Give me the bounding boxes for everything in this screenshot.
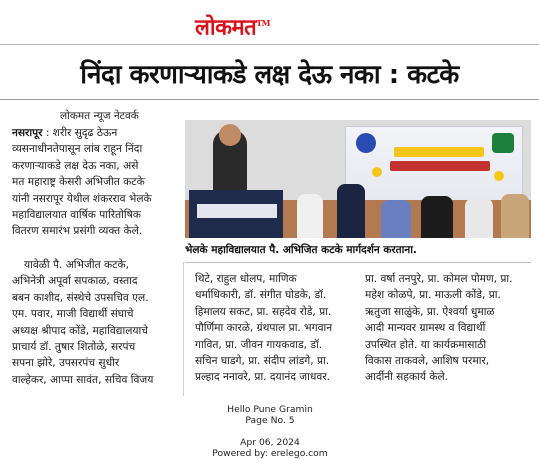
body-line: सपना झोरे, उपसरपंच सुधीर [12, 357, 120, 370]
guest-figure [421, 196, 453, 238]
podium-banner [197, 204, 277, 218]
intro-line: व्यसनाधीनतेपासून लांब राहून निंदा [12, 143, 143, 156]
article-body-middle [195, 271, 355, 386]
intro-line: वितरण समारंभ प्रसंगी व्यक्त केले. [12, 225, 143, 238]
brand-logo[interactable] [195, 10, 315, 41]
body-line: अभिनेत्री अपूर्वा सपकाळ, वस्ताद [12, 275, 138, 288]
brand-name: लोकमत [195, 14, 257, 41]
caption-divider [185, 262, 531, 263]
masthead [0, 0, 539, 44]
body-line: गावित, प्रा. जीवन गायकवाड, डॉ. [195, 338, 323, 351]
page-info [180, 415, 360, 448]
body-line: थिटे, राहुल धोलप, माणिक [195, 273, 297, 285]
body-line: प्राचार्य डॉ. तुषार शितोळे, सरपंच [12, 341, 136, 354]
powered-by-link[interactable]: Powered by: erelego.com [212, 448, 328, 459]
guest-figure [337, 184, 365, 238]
sponsor-logo-icon [492, 133, 514, 153]
event-banner [345, 126, 523, 206]
page-number: Page No. 5 [245, 415, 295, 426]
intro-line: करणाऱ्याकडे लक्ष देऊ नका, असे [12, 159, 139, 172]
article-byline: लोकमत न्यूज नेटवर्क [60, 110, 139, 122]
body-line: महेश कोळपे, प्रा. माऊली कोंडे, प्रा. [365, 289, 501, 302]
body-line: आर्दीनी सहकार्य केले. [365, 371, 449, 384]
edition-name: Hello Pune Gramin [227, 404, 313, 415]
masthead-divider [0, 44, 539, 45]
guest-figure [465, 198, 493, 238]
speaker-head [219, 124, 241, 146]
star-decoration-icon [372, 167, 382, 177]
banner-ribbon-yellow [394, 147, 484, 157]
body-line: बबन काशीद, संस्थेचे उपसचिव एल. [12, 291, 149, 304]
guest-figure [501, 194, 529, 238]
body-line: यावेळी पै. अभिजीत कटके, [24, 259, 129, 271]
headline-divider [0, 99, 539, 100]
guest-figure [381, 200, 411, 238]
body-line: सचिन घाडगे, प्रा. संदीप लांडगे, प्रा. [195, 355, 330, 368]
intro-line-text: : शरीर सुदृढ ठेऊन [45, 127, 118, 139]
intro-line [12, 125, 178, 141]
body-line: आदी मान्यवर ग्रामस्थ व विद्यार्थी [365, 322, 486, 335]
body-line: ऋतुजा साळुंके, प्रा. ऐश्वर्या धुमाळ [365, 305, 495, 318]
intro-line: महाविद्यालयात वार्षिक पारितोषिक [12, 209, 141, 222]
article-headline: निंदा करणाऱ्याकडे लक्ष देऊ नका : कटके [80, 60, 459, 90]
body-line: अध्यक्ष श्रीपाद कोंडे, महाविद्यालयाचे [12, 324, 149, 337]
page-footer [180, 404, 360, 459]
banner-ribbon-red [390, 161, 490, 171]
star-decoration-icon [494, 171, 504, 181]
intro-line: मत महाराष्ट्र केसरी अभिजीत कटके [12, 176, 145, 189]
body-line: हिमालय सकट, प्रा. सहदेव रोडे, प्रा. [195, 305, 332, 318]
photo-caption: भेलके महाविद्यालयात पै. अभिजित कटके मार्गदर्शन करताना. [185, 244, 417, 256]
article-body-left [12, 257, 178, 388]
brand-trademark: TM [256, 18, 271, 28]
event-photo[interactable] [185, 120, 531, 238]
body-line: विकास ताकवले, आशिष परमार, [365, 355, 490, 368]
intro-line: यांनी नसरापूर येथील शंकरराव भेलके [12, 192, 152, 205]
body-line: धर्माधिकारी, डॉ. संगीत घोडके, डॉ. [195, 289, 327, 302]
column-divider [183, 262, 184, 396]
body-line: प्रल्हाद ननावरे, प्रा. दयानंद जाधवर. [195, 371, 331, 384]
body-line: एम. पवार, माजी विद्यार्थी संघाचे [12, 308, 134, 321]
body-line: उपस्थित होते. या कार्यक्रमासाठी [365, 338, 487, 351]
edition-date: Apr 06, 2024 [240, 437, 300, 448]
article-intro [12, 125, 178, 240]
article-body-right [365, 271, 531, 386]
dateline-place: नसरापूर [12, 127, 43, 139]
guest-figure [297, 194, 323, 238]
body-line: वाल्हेकर, आप्पा सावंत, सचिव विजय [12, 373, 154, 386]
body-line: प्रा. वर्षा तनपुरे, प्रा. कोमल पोमण, प्रा. [365, 273, 513, 285]
body-line: पौर्णिमा कारळे, ग्रंथपाल प्रा. भगवान [195, 322, 333, 335]
college-emblem-icon [356, 133, 376, 153]
